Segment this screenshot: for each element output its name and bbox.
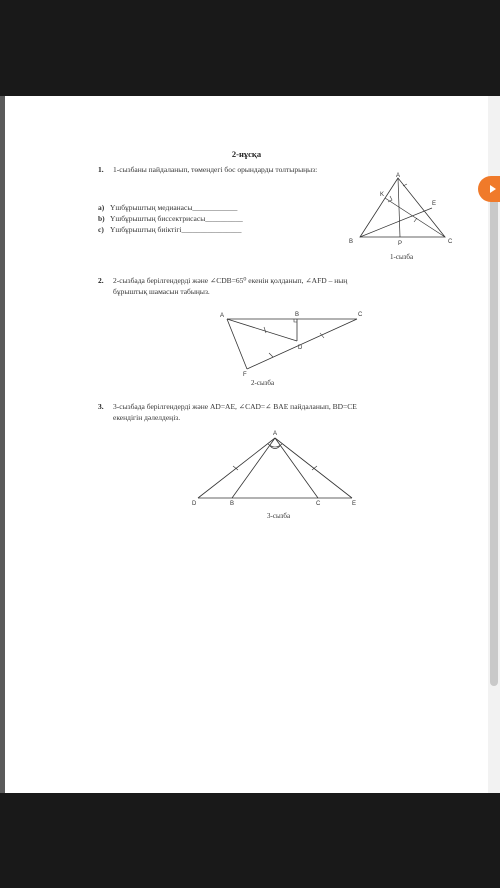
document-page [5,96,488,793]
item-c-marker: c) [98,225,104,234]
question-3-text-line-1: 3-сызбада берілгендерді және AD=AE, ∠CAD=∠ BAE пайдаланып, BD=CE [113,402,357,411]
fig3-label-c: C [316,501,321,507]
figure-1-caption: 1-сызба [390,253,414,261]
fig1-line-be [360,208,432,237]
question-3-text-line-2: екендігін дәлелдеңіз. [113,413,181,422]
fig3-label-d: D [192,501,197,507]
question-2-text-line-2: бұрыштық шамасын табыңыз. [113,287,210,296]
figure-1-triangle [340,172,460,252]
variant-title: 2-нұсқа [231,149,262,159]
question-1-item-c [98,225,242,234]
fig2-right-angle-mark [294,319,297,322]
fig2-label-f: F [243,372,247,377]
figure-3-triangle [190,428,365,508]
fig2-tick [269,353,273,357]
question-2-text-line-1: 2-сызбада берілгендерді және ∠CDB=65⁰ екенін қолданып, ∠AFD – ның [113,276,348,285]
scrollbar-thumb[interactable] [490,196,498,686]
bottom-dark-bar [0,793,500,888]
question-1-item-b [98,214,243,223]
fig2-line-af [227,319,247,369]
question-1-text: 1-сызбаны пайдаланып, төмендегі бос орындарды толтырыңыз: [113,165,318,174]
fig3-line-ad [198,438,275,498]
question-1-item-a [98,203,237,212]
item-a-marker: a) [98,203,105,212]
fig1-label-c: C [448,239,453,245]
fig1-outline [360,178,445,237]
fig1-right-angle-mark [388,196,392,202]
fig3-label-a: A [273,431,278,437]
question-1-number: 1. [98,165,104,174]
fig3-line-ae [275,438,352,498]
top-dark-bar [0,0,500,96]
item-b-marker: b) [98,214,105,223]
figure-2-caption: 2-сызба [251,379,275,387]
fig1-label-k: K [380,192,385,198]
fig3-label-b: B [230,501,235,507]
fig3-tick [233,466,238,470]
figure-2-diagram [217,307,367,377]
fig3-tick [312,466,317,470]
item-c-text: Үшбұрыштың биіктігі________________ [110,225,242,234]
fig1-label-e: E [432,201,437,207]
figure-3-caption: 3-сызба [267,512,291,520]
fig2-label-c: C [358,312,363,318]
fig2-line-ad [227,319,297,341]
item-a-text: Үшбұрыштың медианасы____________ [110,203,238,212]
fig2-label-b: B [295,312,300,318]
floating-action-button[interactable] [478,176,500,202]
play-arrow-icon [490,185,496,193]
fig2-line-fc [247,319,357,369]
fig1-label-a: A [396,173,401,179]
fig2-label-a: A [220,313,225,319]
fig1-label-p: P [398,241,403,247]
fig1-tick [414,218,417,222]
fig3-line-ac [275,438,318,498]
question-2-number: 2. [98,276,104,285]
fig1-label-b: B [349,239,354,245]
fig2-tick [264,327,266,333]
item-b-text: Үшбұрыштың биссектрисасы__________ [110,214,243,223]
fig2-label-d: D [298,345,303,351]
fig3-label-e: E [352,501,357,507]
question-3-number: 3. [98,402,104,411]
fig3-line-ab [232,438,275,498]
